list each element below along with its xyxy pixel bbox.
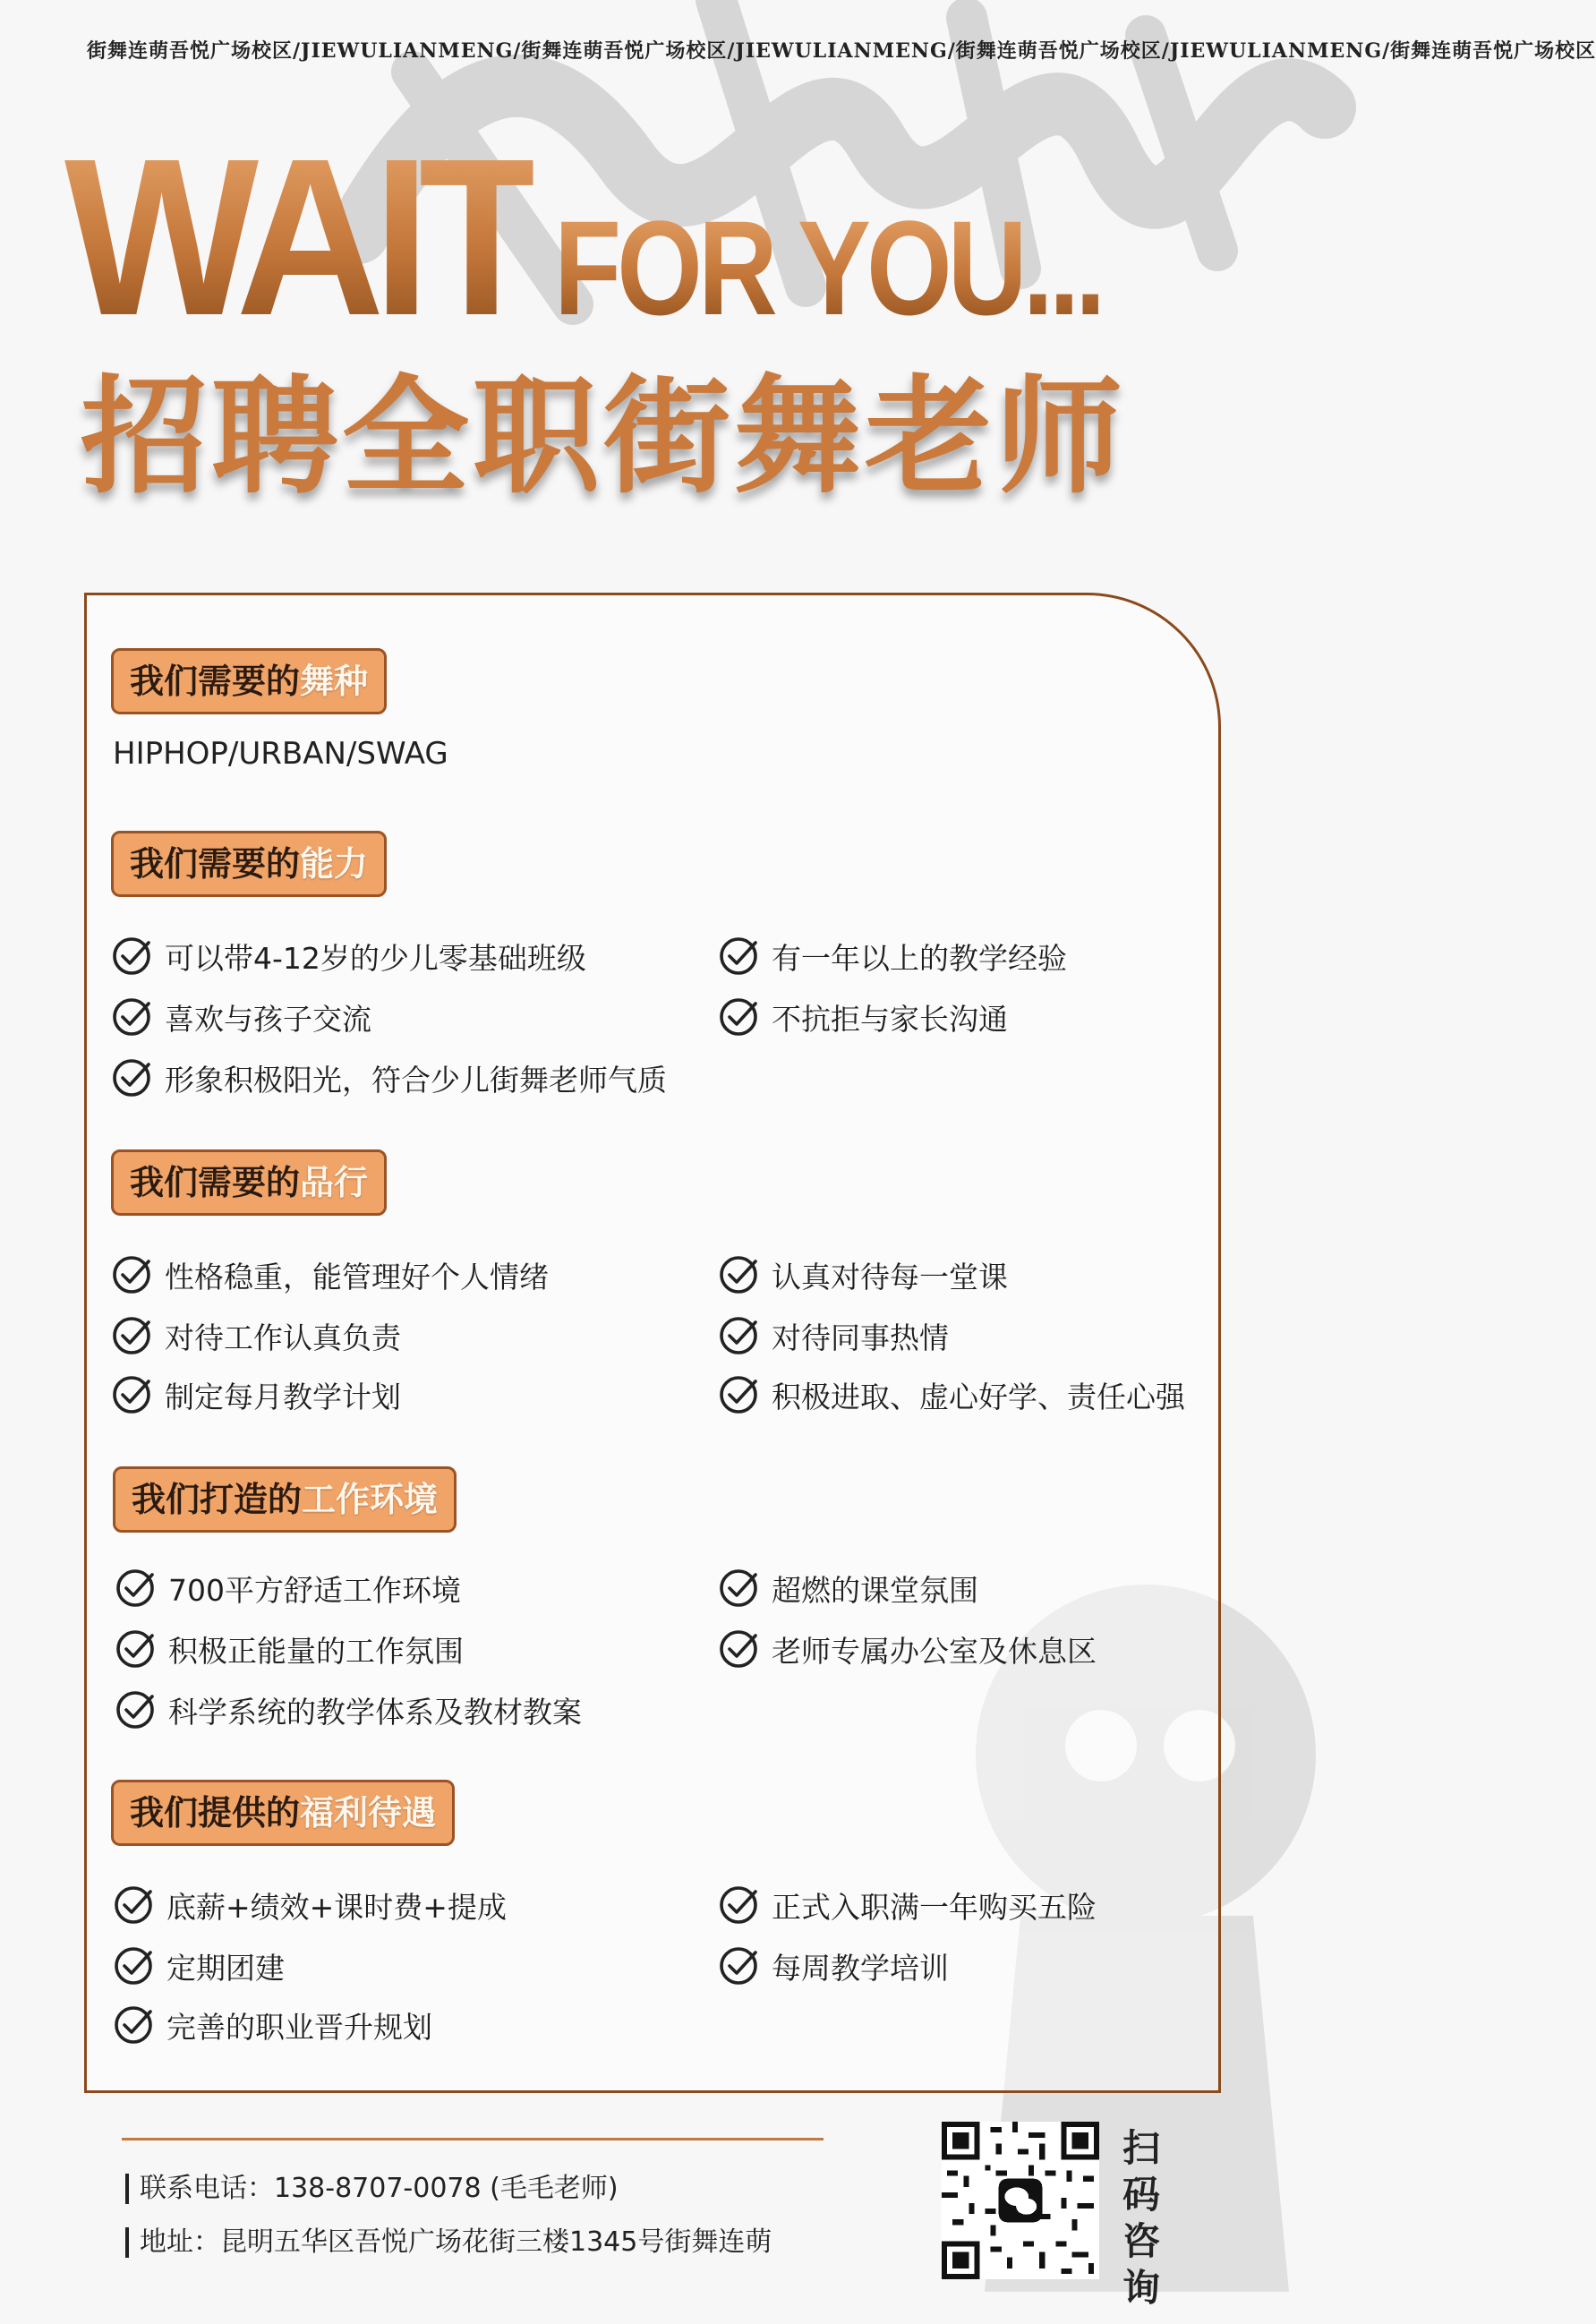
section-tag-benefits: 我们提供的福利待遇 [111, 1780, 455, 1846]
check-circle-icon [718, 996, 759, 1038]
check-circle-icon [718, 1628, 759, 1670]
hero-for-you: FOR YOU... [553, 192, 1102, 343]
check-circle-icon [111, 936, 152, 977]
footer-divider [122, 2138, 824, 2140]
check-circle-icon [718, 1374, 759, 1415]
list-item: 积极进取、虚心好学、责任心强 [718, 1371, 1185, 1418]
list-item: 性格稳重，能管理好个人情绪 [111, 1252, 549, 1298]
dance-styles-text: HIPHOP/URBAN/SWAG [113, 736, 448, 772]
list-item: 底薪+绩效+课时费+提成 [113, 1882, 507, 1928]
list-item: 喜欢与孩子交流 [111, 994, 371, 1040]
check-circle-icon [111, 1057, 152, 1098]
check-circle-icon [718, 936, 759, 977]
check-circle-icon [718, 1315, 759, 1356]
check-circle-icon [718, 1945, 759, 1987]
recruit-title: 招聘全职街舞老师 [81, 363, 1126, 511]
list-item: 有一年以上的教学经验 [718, 933, 1067, 979]
scan-qr-caption: 扫 码 咨 询 [1122, 2126, 1160, 2310]
contact-phone: 联系电话：138-8707-0078 (毛毛老师) [125, 2174, 619, 2204]
contact-address: 地址：昆明五华区吾悦广场花街三楼1345号街舞连萌 [125, 2227, 772, 2258]
check-circle-icon [111, 1254, 152, 1295]
list-item: 700平方舒适工作环境 [115, 1565, 461, 1611]
list-item: 认真对待每一堂课 [718, 1252, 1008, 1298]
check-circle-icon [115, 1568, 156, 1609]
check-circle-icon [718, 1568, 759, 1609]
list-item: 不抗拒与家长沟通 [718, 994, 1008, 1040]
check-circle-icon [113, 2004, 154, 2046]
section-tag-character: 我们需要的品行 [111, 1149, 387, 1216]
list-item: 每周教学培训 [718, 1943, 949, 1989]
list-item: 定期团建 [113, 1943, 285, 1989]
list-item: 形象积极阳光，符合少儿街舞老师气质 [111, 1055, 667, 1101]
hero-wait: WAIT [64, 112, 533, 362]
check-circle-icon [111, 1374, 152, 1415]
list-item: 积极正能量的工作氛围 [115, 1626, 464, 1672]
check-circle-icon [113, 1945, 154, 1987]
list-item: 超燃的课堂氛围 [718, 1565, 978, 1611]
check-circle-icon [718, 1884, 759, 1926]
check-circle-icon [111, 996, 152, 1038]
check-circle-icon [113, 1884, 154, 1926]
check-circle-icon [115, 1628, 156, 1670]
list-item: 科学系统的教学体系及教材教案 [115, 1687, 582, 1733]
list-item: 制定每月教学计划 [111, 1371, 401, 1418]
list-item: 完善的职业晋升规划 [113, 2002, 432, 2048]
section-tag-work-environment: 我们打造的工作环境 [113, 1466, 457, 1533]
hero-wait-for-you [64, 112, 1228, 362]
list-item: 正式入职满一年购买五险 [718, 1882, 1097, 1928]
check-circle-icon [115, 1689, 156, 1730]
list-item: 可以带4-12岁的少儿零基础班级 [111, 933, 586, 979]
list-item: 对待同事热情 [718, 1312, 949, 1359]
list-item: 对待工作认真负责 [111, 1312, 401, 1359]
section-tag-abilities: 我们需要的能力 [111, 831, 387, 897]
section-tag-dance-styles: 我们需要的舞种 [111, 648, 387, 714]
wechat-qr-code[interactable] [942, 2122, 1099, 2279]
check-circle-icon [111, 1315, 152, 1356]
check-circle-icon [718, 1254, 759, 1295]
brand-strip: 街舞连萌吾悦广场校区/JIEWULIANMENG/街舞连萌吾悦广场校区/JIEWULIANMENG/街舞连萌吾悦广场校区/JIEWULIANMENG/街舞连萌吾悦广场校区 [87, 39, 1596, 63]
list-item: 老师专属办公室及休息区 [718, 1626, 1097, 1672]
